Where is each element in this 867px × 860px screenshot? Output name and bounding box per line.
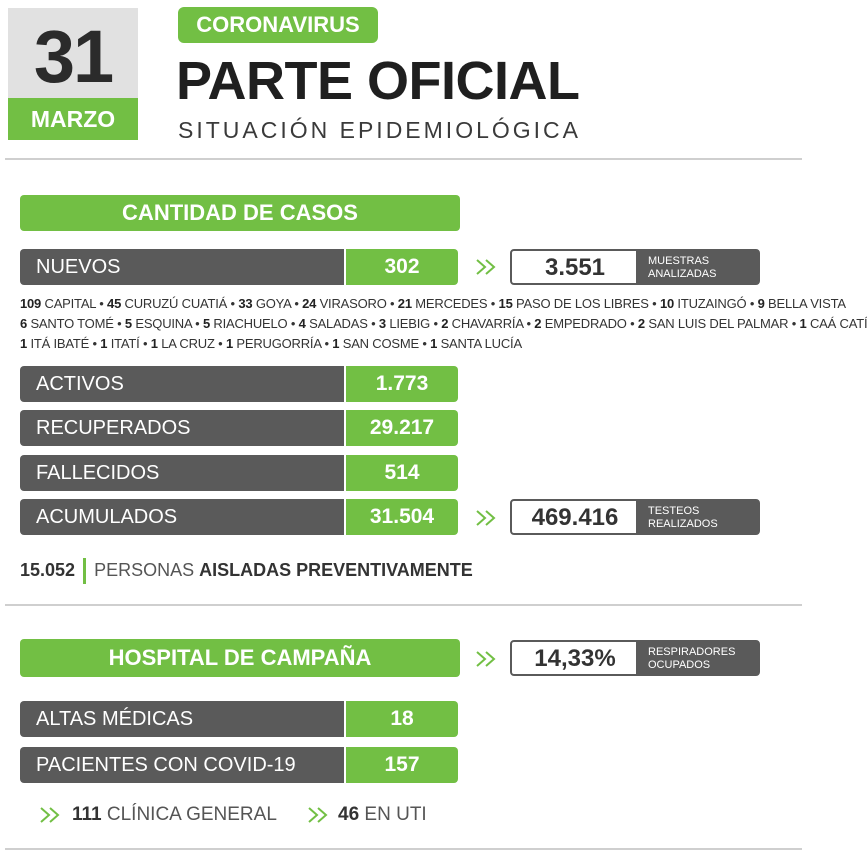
town-item (20, 316, 114, 331)
town-item (800, 316, 867, 331)
town-separator: • (290, 296, 303, 311)
date-month: MARZO (8, 98, 138, 140)
town-count: 4 (298, 316, 306, 331)
respiradores-label-line1: RESPIRADORES (648, 646, 736, 658)
aislados-text-strong: AISLADAS PREVENTIVAMENTE (199, 560, 473, 580)
clinica-label: CLÍNICA GENERAL (106, 804, 277, 825)
double-chevron-right-icon (306, 805, 332, 825)
section-header-casos: CANTIDAD DE CASOS (20, 195, 460, 231)
town-separator: • (113, 316, 125, 331)
town-name: SALADAS (309, 316, 368, 331)
town-count: 45 (107, 296, 122, 311)
town-count: 2 (637, 316, 645, 331)
respiradores-label (636, 642, 758, 674)
town-name: SAN LUIS DEL PALMAR (648, 316, 789, 331)
town-item (20, 296, 96, 311)
acumulados-value: 31.504 (346, 499, 458, 535)
town-name: SAN COSME (342, 336, 419, 351)
muestras-value: 3.551 (544, 254, 606, 281)
town-name: EMPEDRADO (544, 316, 627, 331)
town-count: 1 (799, 316, 807, 331)
town-name: ITUZAINGÓ (677, 296, 747, 311)
town-count: 10 (659, 296, 674, 311)
town-name: GOYA (255, 296, 291, 311)
town-separator: • (487, 296, 499, 311)
towns-line-1 (20, 294, 846, 314)
town-count: 5 (202, 316, 210, 331)
town-count: 21 (397, 296, 412, 311)
altas-value: 18 (346, 701, 458, 737)
town-count: 1 (332, 336, 340, 351)
town-count: 24 (302, 296, 317, 311)
page-title: PARTE OFICIAL (176, 51, 580, 111)
town-separator: • (626, 316, 638, 331)
town-separator: • (386, 296, 398, 311)
testeos-value: 469.416 (531, 504, 619, 531)
recuperados-label: RECUPERADOS (20, 410, 344, 446)
pacientes-label: PACIENTES CON COVID-19 (20, 747, 344, 783)
testeos-box (510, 499, 760, 535)
town-item (226, 336, 321, 351)
town-count: 109 (20, 296, 42, 311)
town-name: CAPITAL (44, 296, 96, 311)
double-chevron-right-icon (474, 257, 500, 277)
topic-tag: CORONAVIRUS (178, 7, 378, 43)
town-count: 15 (498, 296, 513, 311)
town-name: PASO DE LOS LIBRES (516, 296, 649, 311)
aislados-text: PERSONAS (94, 560, 195, 580)
town-separator: • (788, 316, 800, 331)
towns-line-2 (20, 314, 867, 334)
fallecidos-value: 514 (346, 455, 458, 491)
town-name: CAÁ CATÍ (809, 316, 867, 331)
town-count: 2 (534, 316, 542, 331)
town-separator: • (95, 296, 108, 311)
testeos-label-line1: TESTEOS (648, 505, 700, 517)
town-item (660, 296, 746, 311)
double-chevron-right-icon (38, 805, 64, 825)
town-count: 2 (441, 316, 449, 331)
aislados-line (20, 556, 473, 584)
town-name: VIRASORO (319, 296, 387, 311)
town-name: CURUZÚ CUATIÁ (124, 296, 228, 311)
town-count: 1 (150, 336, 158, 351)
double-chevron-right-icon (474, 649, 500, 669)
uti-label: EN UTI (364, 804, 427, 825)
clinica-value: 111 (72, 804, 102, 825)
town-name: SANTA LUCÍA (440, 336, 522, 351)
town-count: 5 (124, 316, 132, 331)
town-separator: • (321, 336, 333, 351)
town-name: ITATÍ (110, 336, 140, 351)
town-separator: • (89, 336, 101, 351)
town-item (299, 316, 368, 331)
town-item (441, 316, 523, 331)
town-name: SANTO TOMÉ (30, 316, 114, 331)
divider (5, 848, 802, 850)
muestras-label-line1: MUESTRAS (648, 255, 710, 267)
town-item (379, 316, 430, 331)
recuperados-value: 29.217 (346, 410, 458, 446)
uti-value: 46 (338, 804, 360, 825)
town-name: ESQUINA (135, 316, 192, 331)
town-item (398, 296, 488, 311)
date-day: 31 (33, 15, 113, 98)
aislados-separator (83, 558, 86, 584)
muestras-label-line2: ANALIZADAS (648, 268, 717, 280)
town-separator: • (227, 296, 239, 311)
town-name: LIEBIG (389, 316, 431, 331)
town-separator: • (418, 336, 431, 351)
town-name: CHAVARRÍA (451, 316, 524, 331)
town-separator: • (139, 336, 151, 351)
town-separator: • (648, 296, 660, 311)
fallecidos-label: FALLECIDOS (20, 455, 344, 491)
acumulados-label: ACUMULADOS (20, 499, 344, 535)
town-separator: • (214, 336, 226, 351)
section-header-hospital: HOSPITAL DE CAMPAÑA (20, 639, 460, 677)
respiradores-box (510, 640, 760, 676)
town-name: LA CRUZ (161, 336, 215, 351)
town-item (499, 296, 649, 311)
town-item (332, 336, 419, 351)
town-item (125, 316, 192, 331)
testeos-label-line2: REALIZADOS (648, 518, 718, 530)
respiradores-value: 14,33% (534, 645, 616, 672)
en-uti (338, 801, 427, 829)
town-item (638, 316, 788, 331)
town-count: 3 (378, 316, 386, 331)
town-item (534, 316, 626, 331)
town-name: RIACHUELO (213, 316, 288, 331)
divider (5, 604, 802, 606)
town-item (302, 296, 387, 311)
nuevos-label: NUEVOS (20, 249, 344, 285)
town-name: PERUGORRÍA (236, 336, 322, 351)
town-item (107, 296, 227, 311)
town-count: 1 (100, 336, 108, 351)
clinica-general (72, 801, 277, 829)
muestras-label (636, 251, 758, 283)
double-chevron-right-icon (474, 508, 500, 528)
altas-label: ALTAS MÉDICAS (20, 701, 344, 737)
testeos-label (636, 501, 758, 533)
town-count: 9 (757, 296, 765, 311)
town-item (758, 296, 846, 311)
towns-line-3 (20, 334, 790, 354)
town-separator: • (523, 316, 535, 331)
town-count: 6 (20, 316, 28, 331)
town-item (238, 296, 291, 311)
town-separator: • (191, 316, 203, 331)
page-subtitle: SITUACIÓN EPIDEMIOLÓGICA (178, 117, 581, 143)
nuevos-value: 302 (346, 249, 458, 285)
town-name: ITÁ IBATÉ (30, 336, 90, 351)
town-count: 33 (238, 296, 253, 311)
town-item (100, 336, 139, 351)
town-separator: • (430, 316, 442, 331)
town-count: 1 (430, 336, 438, 351)
respiradores-label-line2: OCUPADOS (648, 659, 711, 671)
town-count: 1 (225, 336, 233, 351)
activos-value: 1.773 (346, 366, 458, 402)
town-separator: • (287, 316, 299, 331)
town-item (203, 316, 288, 331)
town-item (151, 336, 215, 351)
activos-label: ACTIVOS (20, 366, 344, 402)
pacientes-value: 157 (346, 747, 458, 783)
town-separator: • (746, 296, 758, 311)
aislados-value: 15.052 (20, 560, 76, 580)
town-count: 1 (20, 336, 28, 351)
towns-breakdown (20, 294, 867, 354)
divider (5, 158, 802, 160)
town-name: BELLA VISTA (768, 296, 846, 311)
town-item (430, 336, 522, 351)
town-separator: • (367, 316, 379, 331)
muestras-box (510, 249, 760, 285)
town-name: MERCEDES (415, 296, 488, 311)
town-item (20, 336, 89, 351)
